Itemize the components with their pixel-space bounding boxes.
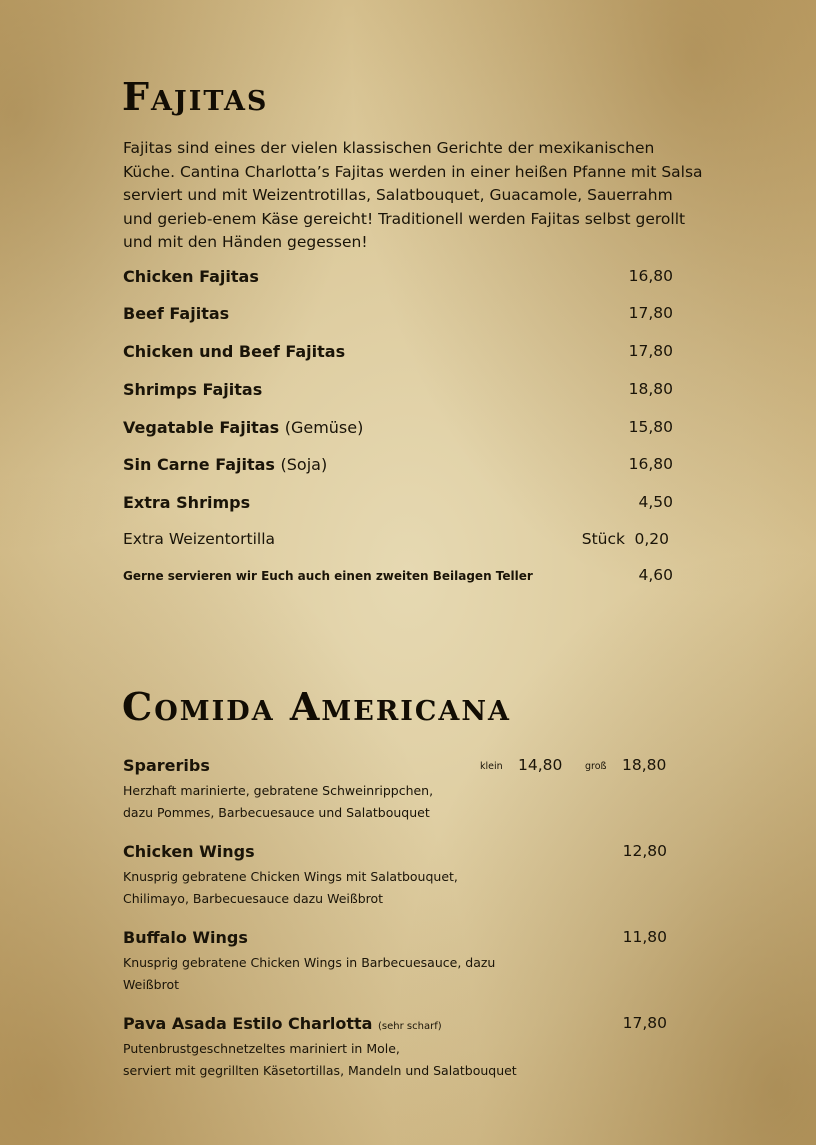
item-description: dazu Pommes, Barbecuesauce und Salatbouquet [123, 805, 430, 820]
item-name: Chicken und Beef Fajitas [123, 342, 346, 361]
item-price: 12,80 [622, 842, 667, 860]
item-name [123, 455, 327, 474]
item-price: 4,60 [638, 566, 673, 584]
menu-item [123, 842, 683, 910]
item-name: Spareribs [123, 756, 210, 775]
item-description: Chilimayo, Barbecuesauce dazu Weißbrot [123, 891, 384, 906]
item-name: Extra Weizentortilla [123, 530, 276, 548]
item-name [123, 1014, 442, 1033]
item-price: 15,80 [628, 418, 673, 436]
item-name: Shrimps Fajitas [123, 380, 263, 399]
item-price: 11,80 [622, 928, 667, 946]
item-price: 18,80 [628, 380, 673, 398]
menu-item [123, 418, 683, 440]
item-description: Knusprig gebratene Chicken Wings in Barbecuesauce, dazu [123, 955, 496, 970]
item-name [123, 418, 363, 437]
item-name: Extra Shrimps [123, 493, 251, 512]
menu-item [123, 928, 683, 996]
menu-item [123, 566, 683, 588]
item-description: serviert mit gegrillten Käsetortillas, Mandeln und Salatbouquet [123, 1063, 517, 1078]
menu-item [123, 530, 683, 552]
item-price: 18,80 [622, 756, 667, 774]
item-name: Beef Fajitas [123, 304, 230, 323]
item-name-text: Sin Carne Fajitas [123, 455, 275, 474]
item-description: Knusprig gebratene Chicken Wings mit Salatbouquet, [123, 869, 458, 884]
item-price: 16,80 [628, 267, 673, 285]
item-price: 17,80 [622, 1014, 667, 1032]
item-description: Herzhaft marinierte, gebratene Schweinrippchen, [123, 783, 434, 798]
menu-item [123, 267, 683, 289]
menu-item [123, 342, 683, 364]
item-name-text: Vegatable Fajitas [123, 418, 280, 437]
item-name: Chicken Wings [123, 842, 255, 861]
item-description: Weißbrot [123, 977, 180, 992]
item-unit: Stück [581, 530, 625, 548]
item-price: 0,20 [634, 530, 669, 548]
item-description: Putenbrustgeschnetzeltes mariniert in Mole, [123, 1041, 400, 1056]
item-price: 17,80 [628, 304, 673, 322]
item-price: 16,80 [628, 455, 673, 473]
size-label: klein [480, 761, 503, 772]
item-name: Gerne servieren wir Euch auch einen zweiten Beilagen Teller [123, 569, 533, 583]
section-title-americana: Comida Americana [122, 684, 511, 729]
item-note: (Soja) [280, 455, 328, 474]
size-label: groß [585, 761, 607, 772]
menu-item [123, 756, 683, 824]
section-title-fajitas: Fajitas [122, 74, 269, 119]
item-note: (Gemüse) [284, 418, 364, 437]
item-note: (sehr scharf) [378, 1021, 442, 1032]
menu-item [123, 380, 683, 402]
item-price: 14,80 [518, 756, 563, 774]
menu-item [123, 304, 683, 326]
item-name: Chicken Fajitas [123, 267, 259, 286]
item-price: 17,80 [628, 342, 673, 360]
menu-item [123, 1014, 683, 1082]
fajitas-intro: Fajitas sind eines der vielen klassischen Gerichte der mexikanischen Küche. Cantina Charlotta’s Fajitas werden in einer heißen Pfanne mit Salsa serviert und mit Weizentrotillas, Salatbouquet, Guacamole, Sauerrahm und gerieb-enem Käse gereicht! Traditionell werden Fajitas selbst gerollt und mit den Händen gegessen! [123, 139, 703, 251]
menu-item [123, 455, 683, 477]
item-name-text: Pava Asada Estilo Charlotta [123, 1014, 373, 1033]
item-name: Buffalo Wings [123, 928, 248, 947]
item-price: 4,50 [638, 493, 673, 511]
menu-item [123, 493, 683, 515]
